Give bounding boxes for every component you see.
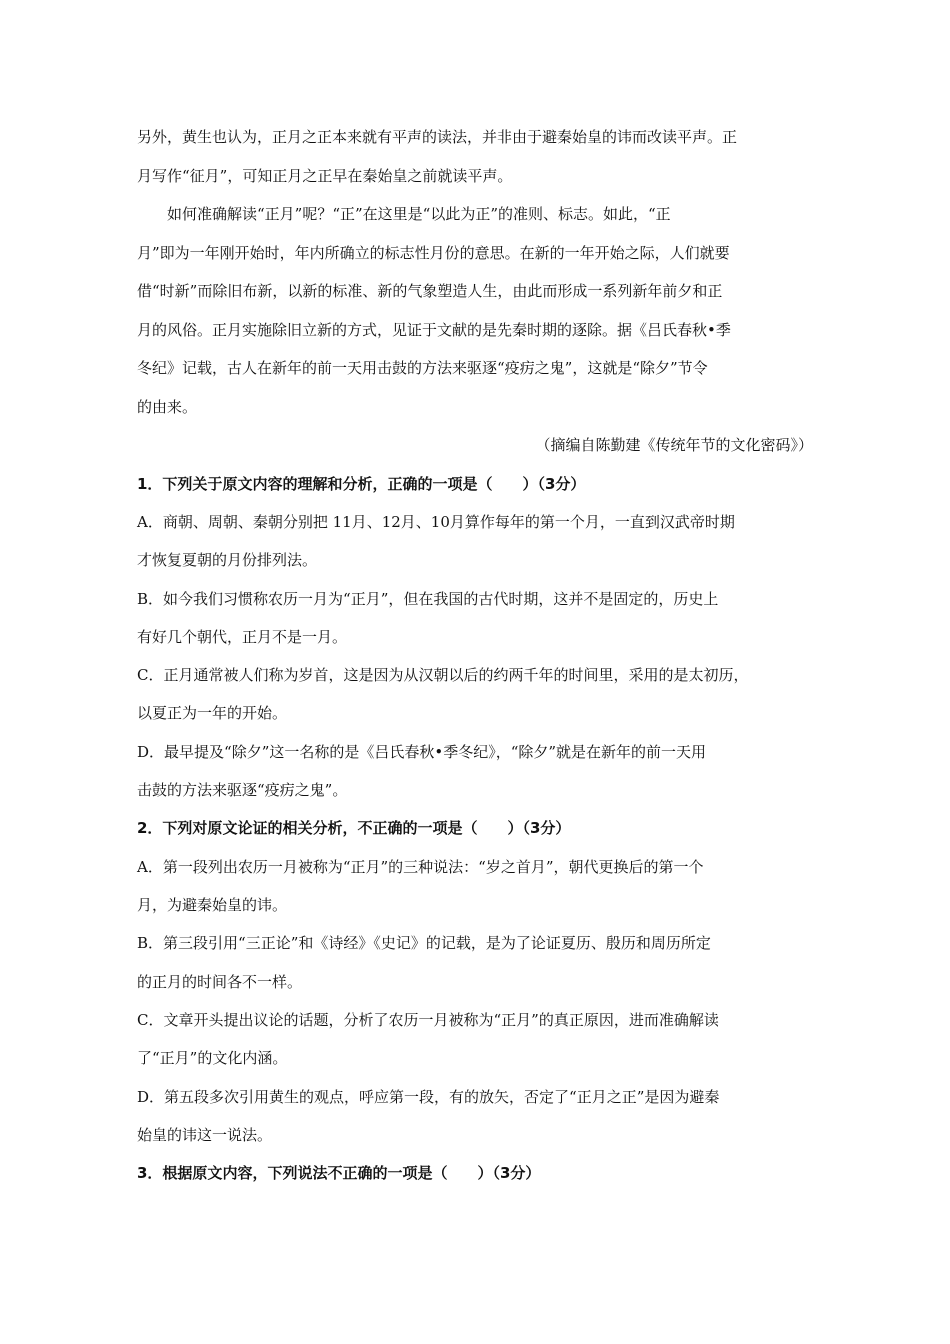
option-d bbox=[137, 733, 813, 810]
option-line: A．商朝、周朝、秦朝分别把 11月、12月、10月算作每年的第一个月，一直到汉武帝时期 bbox=[137, 513, 735, 531]
option-line: B．如今我们习惯称农历一月为“正月”，但在我国的古代时期，这并不是固定的，历史上 bbox=[137, 589, 719, 608]
option-line: 始皇的讳这一说法。 bbox=[137, 1125, 273, 1144]
option-c bbox=[137, 656, 813, 733]
option-b bbox=[137, 924, 813, 1001]
option-line: C．文章开头提出议论的话题，分析了农历一月被称为“正月”的真正原因，进而准确解读 bbox=[137, 1011, 719, 1030]
option-d bbox=[137, 1078, 813, 1155]
option-line: D．第五段多次引用黄生的观点，呼应第一段，有的放矢，否定了“正月之正”是因为避秦 bbox=[137, 1087, 720, 1106]
option-c bbox=[137, 1001, 813, 1078]
passage-line: 另外，黄生也认为，正月之正本来就有平声的读法，并非由于避秦始皇的讳而改读平声。正 bbox=[137, 128, 738, 146]
option-a bbox=[137, 848, 813, 925]
passage-line: 月”即为一年刚开始时，年内所确立的标志性月份的意思。在新的一年开始之际，人们就要 bbox=[137, 243, 730, 262]
passage-line: 的由来。 bbox=[137, 397, 198, 416]
question-stem: 3．根据原文内容，下列说法不正确的一项是（ ）（3分） bbox=[137, 1164, 541, 1183]
option-line: B．第三段引用“三正论”和《诗经》《史记》的记载，是为了论证夏历、殷历和周历所定 bbox=[137, 934, 711, 953]
passage-line: 如何准确解读“正月”呢？“正”在这里是“以此为正”的准则、标志。如此，“正 bbox=[167, 205, 671, 223]
option-line: 击鼓的方法来驱逐“疫疠之鬼”。 bbox=[137, 781, 348, 800]
passage-paragraph bbox=[137, 118, 813, 195]
passage-line: 月的风俗。正月实施除旧立新的方式，见证于文献的是先秦时期的逐除。据《吕氏春秋•季 bbox=[137, 320, 731, 339]
passage-line: 借“时新”而除旧布新，以新的标准、新的气象塑造人生，由此而形成一系列新年前夕和正 bbox=[137, 282, 723, 300]
option-line: A．第一段列出农历一月被称为“正月”的三种说法：“岁之首月”，朝代更换后的第一个 bbox=[137, 857, 704, 876]
option-line: 才恢复夏朝的月份排列法。 bbox=[137, 551, 318, 570]
exam-page bbox=[137, 118, 813, 1193]
passage-line: 冬纪》记载，古人在新年的前一天用击鼓的方法来驱逐“疫疠之鬼”，这就是“除夕”节令 bbox=[137, 359, 708, 377]
option-line: 了“正月”的文化内涵。 bbox=[137, 1049, 288, 1068]
option-line: 的正月的时间各不一样。 bbox=[137, 972, 303, 991]
question-1 bbox=[137, 465, 813, 810]
option-line: D．最早提及“除夕”这一名称的是《吕氏春秋•季冬纪》，“除夕”就是在新年的前一天用 bbox=[137, 742, 707, 761]
question-3 bbox=[137, 1154, 813, 1193]
option-b bbox=[137, 580, 813, 657]
option-line: 有好几个朝代，正月不是一月。 bbox=[137, 627, 348, 646]
question-stem: 2．下列对原文论证的相关分析，不正确的一项是（ ）（3分） bbox=[137, 819, 571, 838]
source-citation: （摘编自陈勤建《传统年节的文化密码》） bbox=[535, 436, 813, 454]
option-a bbox=[137, 503, 813, 580]
question-stem: 1．下列关于原文内容的理解和分析，正确的一项是（ ）（3分） bbox=[137, 474, 586, 493]
option-line: 月，为避秦始皇的讳。 bbox=[137, 896, 288, 915]
option-line: 以夏正为一年的开始。 bbox=[137, 704, 288, 723]
question-2 bbox=[137, 809, 813, 1154]
option-line: C．正月通常被人们称为岁首，这是因为从汉朝以后的约两千年的时间里，采用的是太初历， bbox=[137, 666, 749, 685]
passage-line: 月写作“征月”，可知正月之正早在秦始皇之前就读平声。 bbox=[137, 166, 513, 185]
passage-paragraph bbox=[137, 195, 813, 426]
